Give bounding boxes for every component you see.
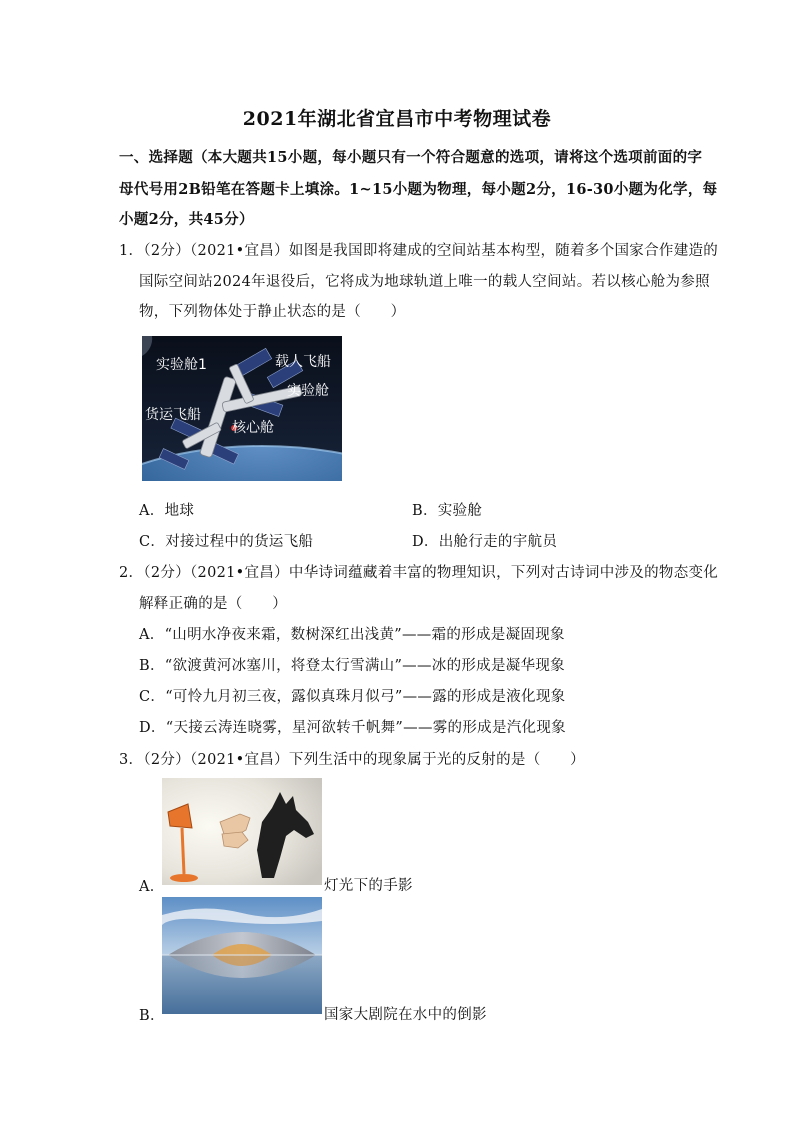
q3-option-b-letter[interactable]: B． — [139, 1008, 165, 1024]
label-core-module: 核心舱 — [232, 420, 274, 436]
opera-house-image — [162, 897, 322, 1014]
hand-shadow-image — [162, 778, 322, 885]
section-heading-line2: 母代号用2B铅笔在答题卡上填涂。1~15小题为物理，每小题2分，16-30小题为化学，每 — [119, 181, 718, 198]
q1-option-a[interactable]: A．地球 — [139, 503, 195, 519]
q1-option-d[interactable]: D．出舱行走的宇航员 — [412, 534, 558, 550]
exam-title: 2021年湖北省宜昌市中考物理试卷 — [242, 108, 552, 130]
label-crew-spacecraft: 载人飞船 — [275, 354, 331, 370]
q2-stem-line1: 2．（2分）（2021•宜昌）中华诗词蕴藏着丰富的物理知识，下列对古诗词中涉及的物态变化 — [119, 565, 719, 581]
label-cargo-spacecraft: 货运飞船 — [145, 407, 201, 423]
q3-stem-line1: 3．（2分）（2021•宜昌）下列生活中的现象属于光的反射的是（ ） — [119, 752, 585, 768]
section-heading-line1: 一、选择题（本大题共15小题，每小题只有一个符合题意的选项，请将这个选项前面的字 — [119, 149, 703, 166]
q3-option-a-letter[interactable]: A． — [139, 879, 165, 895]
q3-option-a-text[interactable]: 灯光下的手影 — [324, 878, 413, 894]
q2-option-d[interactable]: D．“天接云涛连晓雾，星河欲转千帆舞”——雾的形成是汽化现象 — [139, 720, 566, 736]
space-station-figure — [142, 336, 342, 481]
q1-stem-line1: 1．（2分）（2021•宜昌）如图是我国即将建成的空间站基本构型，随着多个国家合作建造的 — [119, 243, 719, 259]
hand-shadow-figure — [162, 778, 322, 885]
q2-option-c[interactable]: C．“可怜九月初三夜，露似真珠月似弓”——露的形成是液化现象 — [139, 689, 566, 705]
opera-house-figure — [162, 897, 322, 1014]
q3-option-b-text[interactable]: 国家大剧院在水中的倒影 — [324, 1007, 487, 1023]
q1-stem-line2: 国际空间站2024年退役后，它将成为地球轨道上唯一的载人空间站。若以核心舱为参照 — [139, 274, 710, 290]
q2-option-b[interactable]: B．“欲渡黄河冰塞川，将登太行雪满山”——冰的形成是凝华现象 — [139, 658, 565, 674]
section-heading-line3: 小题2分，共45分） — [119, 211, 254, 228]
q1-option-b[interactable]: B．实验舱 — [412, 503, 483, 519]
q1-option-c[interactable]: C．对接过程中的货运飞船 — [139, 534, 314, 550]
q2-stem-line2: 解释正确的是（ ） — [139, 596, 287, 612]
q1-stem-line3: 物，下列物体处于静止状态的是（ ） — [139, 304, 406, 320]
label-lab-module: 实验舱 — [287, 383, 329, 399]
q2-option-a[interactable]: A．“山明水净夜来霜，数树深红出浅黄”——霜的形成是凝固现象 — [139, 627, 565, 643]
label-lab-module-1: 实验舱1 — [156, 357, 207, 373]
